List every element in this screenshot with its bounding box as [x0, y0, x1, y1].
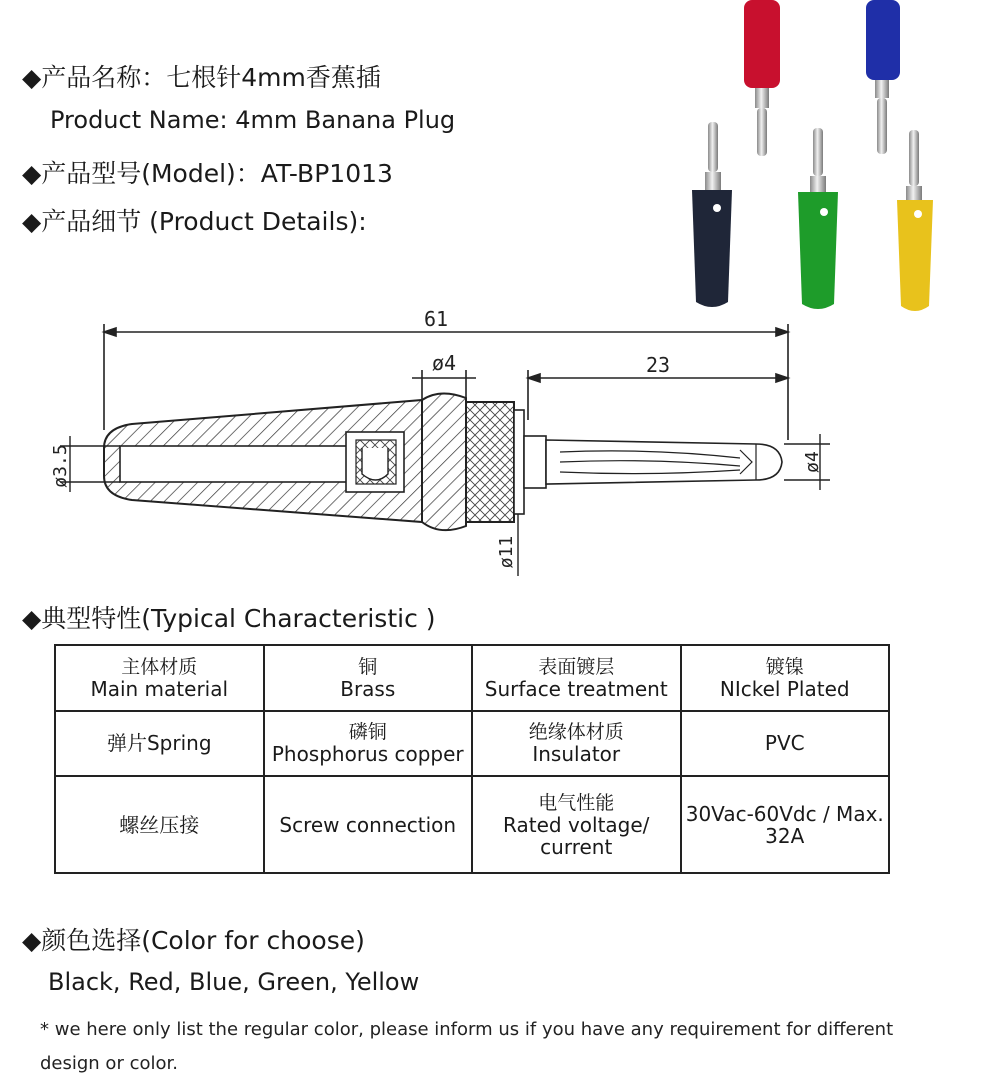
technical-drawing: [40, 300, 840, 590]
colors-note: * we here only list the regular color, please inform us if you have any requirement for different design or color.: [40, 1019, 894, 1074]
blue-plug: [866, 0, 900, 154]
table-cell: 弹片Spring: [55, 711, 264, 777]
characteristic-heading: ◆典型特性(Typical Characteristic ): [22, 604, 436, 633]
green-plug: [798, 128, 838, 309]
colors-list: Black, Red, Blue, Green, Yellow: [48, 968, 420, 996]
table-row: [55, 776, 889, 873]
dim-diam-top: ø4: [431, 351, 457, 375]
table-cell: 30Vac-60Vdc / Max. 32A: [681, 776, 890, 873]
table-row: [55, 711, 889, 777]
table-cell: 铜 Brass: [264, 645, 473, 711]
table-cell: 镀镍 NIckel Plated: [681, 645, 890, 711]
dim-pin-length: 23: [645, 353, 671, 377]
table-cell: 主体材质 Main material: [55, 645, 264, 711]
red-plug: [744, 0, 780, 156]
product-name-en: Product Name: 4mm Banana Plug: [50, 106, 456, 134]
table-cell: Screw connection: [264, 776, 473, 873]
table-cell: 绝缘体材质 Insulator: [472, 711, 681, 777]
black-plug: [692, 122, 732, 307]
product-name-cn: ◆产品名称：七根针4mm香蕉插: [22, 63, 381, 92]
table-cell: 表面镀层 Surface treatment: [472, 645, 681, 711]
table-row: [55, 645, 889, 711]
table-cell: 电气性能 Rated voltage/ current: [472, 776, 681, 873]
yellow-plug: [897, 130, 933, 311]
dim-left: ø3.5: [50, 444, 71, 488]
dim-bottom: ø11: [496, 535, 517, 569]
characteristic-table: [54, 644, 890, 874]
product-details-heading: ◆产品细节 (Product Details):: [22, 207, 367, 236]
dim-right: ø4: [802, 451, 823, 473]
dim-length: 61: [423, 307, 449, 331]
product-photo: [680, 0, 1000, 320]
table-cell: PVC: [681, 711, 890, 777]
table-cell: 螺丝压接: [55, 776, 264, 873]
colors-heading: ◆颜色选择(Color for choose): [22, 926, 365, 955]
product-model: ◆产品型号(Model)：AT-BP1013: [22, 159, 393, 188]
table-cell: 磷铜 Phosphorus copper: [264, 711, 473, 777]
